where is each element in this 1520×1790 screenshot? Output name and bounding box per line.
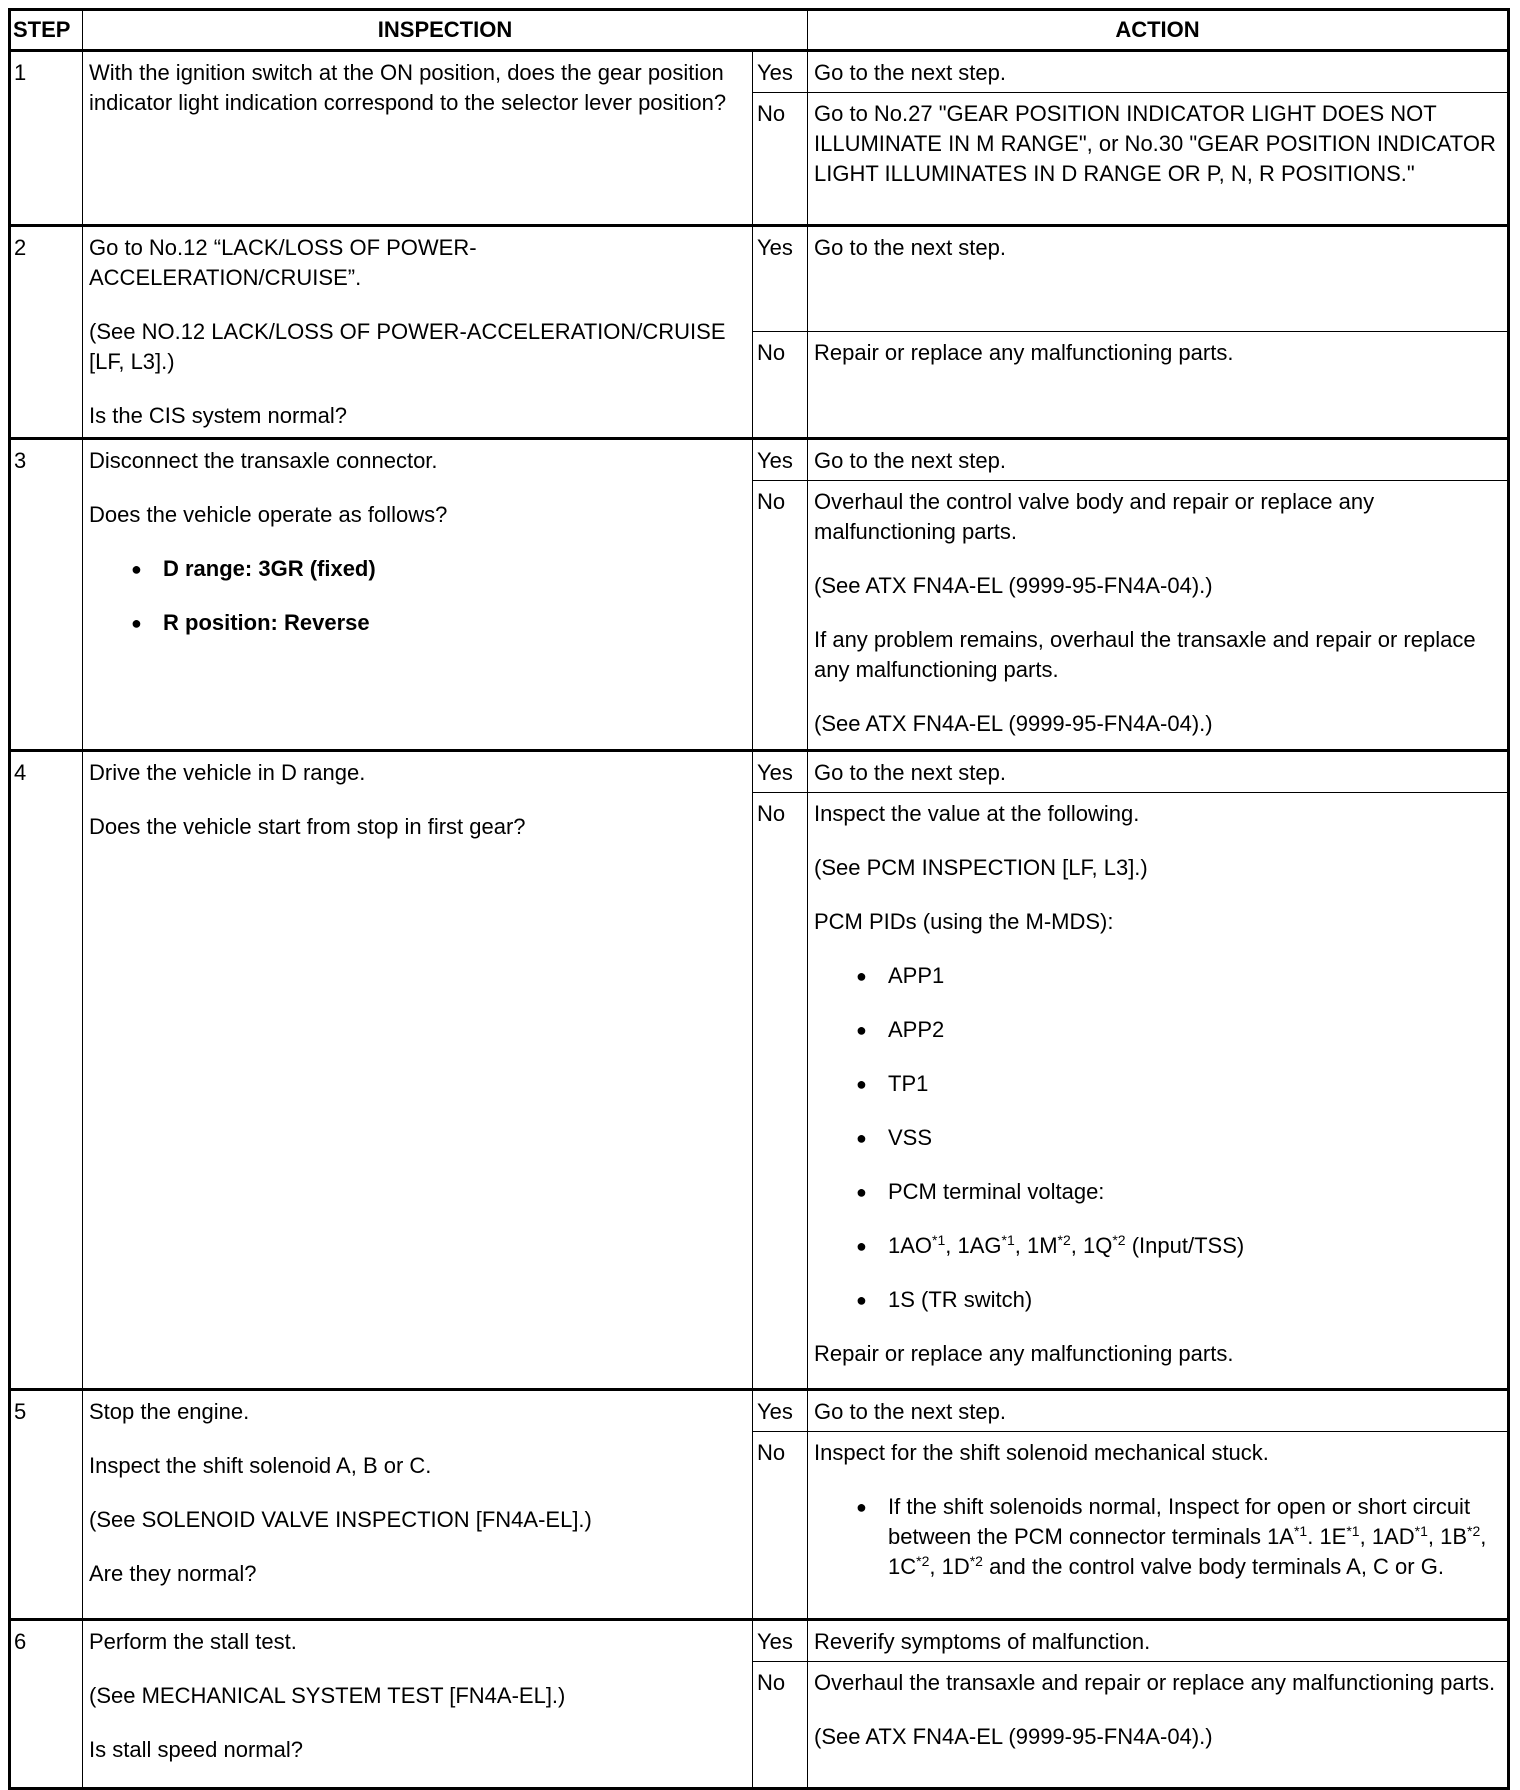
paragraph-text: (See PCM INSPECTION [LF, L3].) — [814, 855, 1148, 880]
no-label: No — [753, 1662, 808, 1789]
step-number: 3 — [10, 439, 83, 751]
paragraph — [89, 758, 746, 788]
paragraph-text: Go to the next step. — [814, 760, 1007, 785]
no-label: No — [753, 793, 808, 1390]
superscript-note: *2 — [916, 1553, 930, 1569]
paragraph — [89, 317, 746, 377]
paragraph — [814, 1627, 1501, 1657]
paragraph — [814, 1339, 1501, 1369]
paragraph-text: 1S (TR switch) — [888, 1287, 1033, 1312]
bullet-item — [814, 1069, 1501, 1099]
paragraph-text: (See SOLENOID VALVE INSPECTION [FN4A-EL].) — [89, 1507, 592, 1532]
superscript-note: *2 — [969, 1553, 983, 1569]
paragraph — [814, 1722, 1501, 1752]
paragraph — [814, 1397, 1501, 1427]
paragraph-text: Are they normal? — [89, 1561, 257, 1586]
paragraph-text: Does the vehicle start from stop in first gear? — [89, 814, 526, 839]
yes-action — [808, 1390, 1509, 1432]
step-number: 5 — [10, 1390, 83, 1620]
paragraph — [814, 907, 1501, 937]
no-action — [808, 1662, 1509, 1789]
yes-action — [808, 226, 1509, 332]
bullet-icon: ● — [856, 1182, 867, 1202]
paragraph — [89, 446, 746, 476]
superscript-note: *1 — [1001, 1232, 1015, 1248]
paragraph-text: Go to No.27 "GEAR POSITION INDICATOR LIGHT DOES NOT ILLUMINATE IN M RANGE", or No.30 "GEAR POSITION INDICATOR LIGHT ILLUMINATES IN D RANGE OR P, N, R POSITIONS." — [814, 101, 1496, 186]
paragraph-text: Inspect the value at the following. — [814, 801, 1140, 826]
step-number: 1 — [10, 51, 83, 226]
bullet-icon: ● — [856, 1236, 867, 1256]
paragraph — [814, 571, 1501, 601]
paragraph-text: Go to the next step. — [814, 60, 1007, 85]
superscript-note: *1 — [1346, 1523, 1360, 1539]
paragraph-text: APP1 — [888, 963, 945, 988]
text-segment: , 1B — [1427, 1524, 1467, 1549]
step-row-5-yes — [10, 1390, 1509, 1432]
paragraph-text: Repair or replace any malfunctioning parts. — [814, 340, 1234, 365]
paragraph — [814, 338, 1501, 368]
text-segment: (Input/TSS) — [1125, 1233, 1245, 1258]
bullet-item — [89, 554, 746, 584]
paragraph-text: (See ATX FN4A-EL (9999-95-FN4A-04).) — [814, 711, 1213, 736]
paragraph — [89, 500, 746, 530]
yes-label: Yes — [753, 51, 808, 93]
bullet-item — [814, 1492, 1501, 1582]
bullet-item — [814, 1231, 1501, 1261]
header-action: ACTION — [808, 10, 1509, 51]
paragraph-text: (See MECHANICAL SYSTEM TEST [FN4A-EL].) — [89, 1683, 566, 1708]
step-row-1-yes — [10, 51, 1509, 93]
paragraph — [89, 812, 746, 842]
text-segment: , 1AG — [945, 1233, 1002, 1258]
paragraph-text: Go to the next step. — [814, 448, 1007, 473]
text-segment: , 1AD — [1359, 1524, 1415, 1549]
superscript-note: *1 — [1414, 1523, 1428, 1539]
paragraph-text: TP1 — [888, 1071, 929, 1096]
paragraph — [814, 487, 1501, 547]
paragraph — [814, 58, 1501, 88]
no-label: No — [753, 481, 808, 751]
text-segment: , 1C — [888, 1524, 1487, 1579]
inspection-cell — [83, 1390, 753, 1620]
header-inspection: INSPECTION — [83, 10, 808, 51]
text-segment: . 1E — [1307, 1524, 1347, 1549]
inspection-cell — [83, 439, 753, 751]
step-number: 4 — [10, 751, 83, 1390]
paragraph-text: Go to the next step. — [814, 235, 1007, 260]
step-row-2-yes — [10, 226, 1509, 332]
bullet-icon: ● — [856, 1497, 867, 1517]
no-label: No — [753, 93, 808, 226]
paragraph-text: PCM terminal voltage: — [888, 1179, 1105, 1204]
paragraph-text: Disconnect the transaxle connector. — [89, 448, 438, 473]
paragraph — [89, 1451, 746, 1481]
paragraph-text: D range: 3GR (fixed) — [163, 556, 376, 581]
yes-action — [808, 51, 1509, 93]
bullet-item — [814, 1177, 1501, 1207]
bullet-icon: ● — [131, 559, 142, 579]
bullet-icon: ● — [856, 1290, 867, 1310]
inspection-cell — [83, 751, 753, 1390]
paragraph — [814, 446, 1501, 476]
paragraph-text: R position: Reverse — [163, 610, 370, 635]
yes-label: Yes — [753, 439, 808, 481]
step-number: 2 — [10, 226, 83, 439]
superscript-note: *2 — [1112, 1232, 1126, 1248]
paragraph-text: If any problem remains, overhaul the transaxle and repair or replace any malfunctioning parts. — [814, 627, 1476, 682]
inspection-cell — [83, 1620, 753, 1789]
no-label: No — [753, 332, 808, 439]
paragraph — [814, 1438, 1501, 1468]
header-row — [10, 10, 1509, 51]
paragraph-text: APP2 — [888, 1017, 945, 1042]
paragraph — [89, 401, 746, 431]
bullet-item — [89, 608, 746, 638]
paragraph-text: Reverify symptoms of malfunction. — [814, 1629, 1151, 1654]
bullet-item — [814, 961, 1501, 991]
paragraph-text: Does the vehicle operate as follows? — [89, 502, 448, 527]
paragraph-text: (See ATX FN4A-EL (9999-95-FN4A-04).) — [814, 1724, 1213, 1749]
paragraph-text: Overhaul the transaxle and repair or replace any malfunctioning parts. — [814, 1670, 1496, 1695]
paragraph — [814, 99, 1501, 189]
paragraph — [89, 1627, 746, 1657]
yes-label: Yes — [753, 1390, 808, 1432]
paragraph-text: (See ATX FN4A-EL (9999-95-FN4A-04).) — [814, 573, 1213, 598]
paragraph-text: Inspect for the shift solenoid mechanical stuck. — [814, 1440, 1269, 1465]
no-label: No — [753, 1432, 808, 1620]
yes-action — [808, 751, 1509, 793]
no-action — [808, 332, 1509, 439]
text-segment: If the shift solenoids normal, Inspect for open or short circuit between the PCM connector terminals 1A — [888, 1494, 1471, 1549]
paragraph-text: Is stall speed normal? — [89, 1737, 303, 1762]
bullet-icon: ● — [856, 966, 867, 986]
paragraph-text: Go to No.12 “LACK/LOSS OF POWER-ACCELERATION/CRUISE”. — [89, 235, 477, 290]
paragraph — [814, 799, 1501, 829]
paragraph-text: Repair or replace any malfunctioning parts. — [814, 1341, 1234, 1366]
yes-action — [808, 1620, 1509, 1662]
yes-label: Yes — [753, 1620, 808, 1662]
header-step: STEP — [10, 10, 83, 51]
step-number: 6 — [10, 1620, 83, 1789]
paragraph — [814, 625, 1501, 685]
yes-label: Yes — [753, 226, 808, 332]
paragraph — [814, 758, 1501, 788]
paragraph-text: (See NO.12 LACK/LOSS OF POWER-ACCELERATION/CRUISE [LF, L3].) — [89, 319, 726, 374]
paragraph-text: Go to the next step. — [814, 1399, 1007, 1424]
yes-action — [808, 439, 1509, 481]
yes-label: Yes — [753, 751, 808, 793]
paragraph — [814, 233, 1501, 263]
troubleshooting-table — [8, 8, 1510, 1790]
superscript-note: *2 — [1467, 1523, 1481, 1539]
bullet-icon: ● — [856, 1074, 867, 1094]
paragraph — [89, 1735, 746, 1765]
bullet-icon: ● — [856, 1128, 867, 1148]
paragraph-text: Is the CIS system normal? — [89, 403, 347, 428]
bullet-item — [814, 1123, 1501, 1153]
bullet-icon: ● — [856, 1020, 867, 1040]
paragraph — [89, 58, 746, 118]
bullet-item — [814, 1285, 1501, 1315]
superscript-note: *2 — [1057, 1232, 1071, 1248]
no-action — [808, 793, 1509, 1390]
bullet-icon: ● — [131, 613, 142, 633]
superscript-note: *1 — [1293, 1523, 1308, 1539]
text-segment: , 1D — [929, 1554, 970, 1579]
superscript-note: *1 — [932, 1232, 946, 1248]
paragraph — [89, 1397, 746, 1427]
paragraph — [89, 1681, 746, 1711]
inspection-cell — [83, 226, 753, 439]
step-row-6-yes — [10, 1620, 1509, 1662]
paragraph-text: Overhaul the control valve body and repair or replace any malfunctioning parts. — [814, 489, 1375, 544]
paragraph-text: VSS — [888, 1125, 933, 1150]
text-segment: , 1M — [1014, 1233, 1058, 1258]
no-action — [808, 93, 1509, 226]
inspection-cell — [83, 51, 753, 226]
text-segment: , 1Q — [1070, 1233, 1113, 1258]
bullet-item — [814, 1015, 1501, 1045]
paragraph-text: Perform the stall test. — [89, 1629, 297, 1654]
no-action — [808, 481, 1509, 751]
step-row-3-yes — [10, 439, 1509, 481]
text-segment: 1AO — [888, 1233, 933, 1258]
paragraph-text: PCM PIDs (using the M-MDS): — [814, 909, 1114, 934]
paragraph — [814, 853, 1501, 883]
paragraph — [814, 1668, 1501, 1698]
text-segment: and the control valve body terminals A, C or G. — [982, 1554, 1444, 1579]
paragraph-text: Inspect the shift solenoid A, B or C. — [89, 1453, 432, 1478]
paragraph-text: Stop the engine. — [89, 1399, 250, 1424]
paragraph — [89, 1505, 746, 1535]
paragraph — [89, 233, 746, 293]
paragraph-text: Drive the vehicle in D range. — [89, 760, 366, 785]
paragraph-text: With the ignition switch at the ON position, does the gear position indicator light indication correspond to the selector lever position? — [89, 60, 727, 115]
paragraph — [814, 709, 1501, 739]
step-row-4-yes — [10, 751, 1509, 793]
paragraph — [89, 1559, 746, 1589]
no-action — [808, 1432, 1509, 1620]
